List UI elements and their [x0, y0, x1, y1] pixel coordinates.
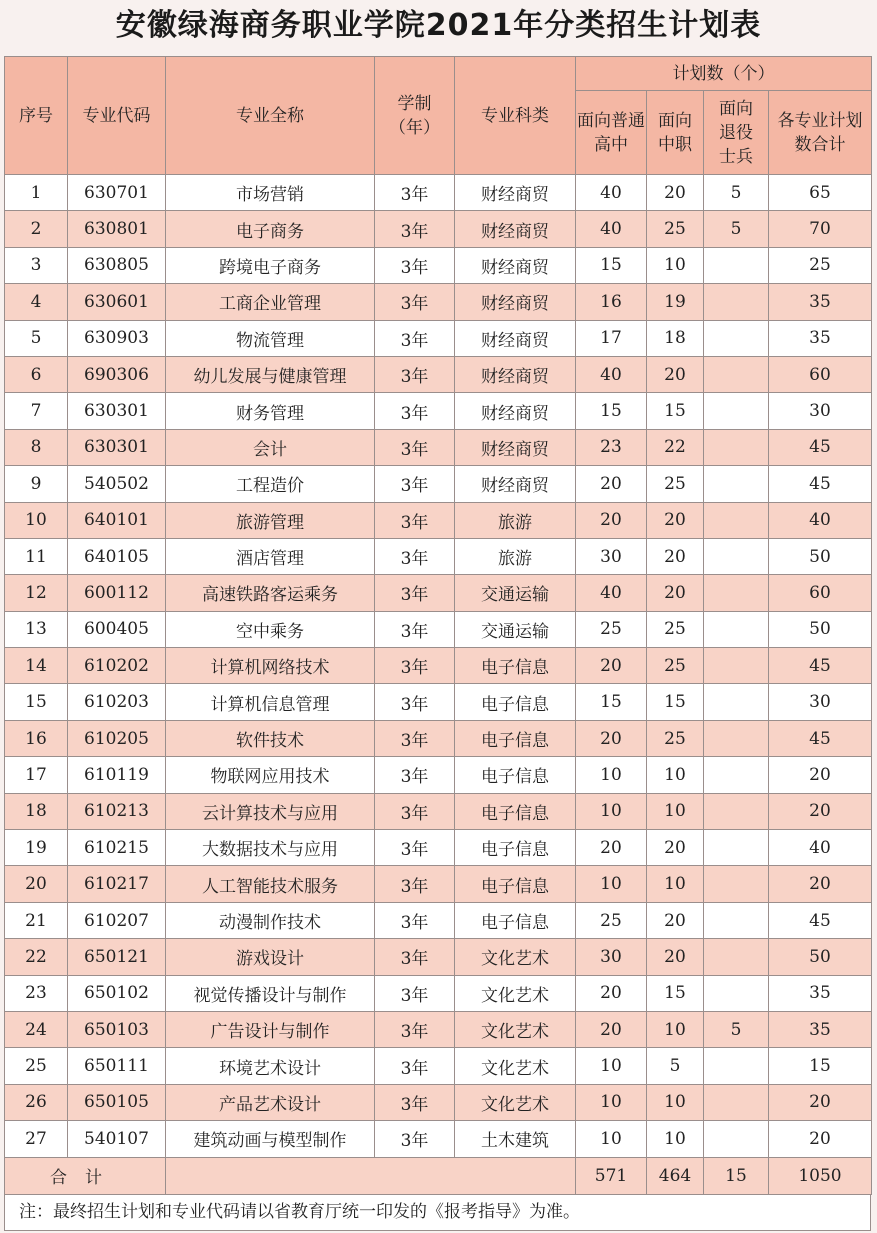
cell-name: 计算机信息管理 [166, 684, 375, 720]
header-veterans-text: 面向退役士兵 [719, 98, 753, 167]
cell-duration: 3年 [375, 1048, 455, 1084]
cell-high-school: 23 [576, 429, 647, 465]
cell-total: 15 [769, 1048, 872, 1084]
cell-vocational: 20 [647, 538, 704, 574]
cell-name: 环境艺术设计 [166, 1048, 375, 1084]
cell-duration: 3年 [375, 939, 455, 975]
table-row [5, 393, 872, 429]
cell-total: 35 [769, 320, 872, 356]
cell-code: 600405 [68, 611, 166, 647]
cell-vocational: 5 [647, 1048, 704, 1084]
totals-label [5, 1157, 166, 1194]
cell-name: 旅游管理 [166, 502, 375, 538]
header-seq: 序号 [5, 57, 68, 175]
table-row [5, 720, 872, 756]
cell-seq: 9 [5, 466, 68, 502]
cell-category: 文化艺术 [455, 1084, 576, 1120]
cell-veterans: 5 [704, 1011, 769, 1047]
cell-name: 动漫制作技术 [166, 902, 375, 938]
cell-seq: 16 [5, 720, 68, 756]
cell-category: 财经商贸 [455, 175, 576, 211]
cell-category: 电子信息 [455, 902, 576, 938]
cell-name: 物流管理 [166, 320, 375, 356]
cell-category: 交通运输 [455, 575, 576, 611]
cell-vocational: 15 [647, 393, 704, 429]
cell-code: 630801 [68, 211, 166, 247]
cell-name: 视觉传播设计与制作 [166, 975, 375, 1011]
header-category: 专业科类 [455, 57, 576, 175]
cell-name: 产品艺术设计 [166, 1084, 375, 1120]
table-row [5, 284, 872, 320]
cell-vocational: 10 [647, 866, 704, 902]
cell-code: 640101 [68, 502, 166, 538]
cell-code: 610207 [68, 902, 166, 938]
cell-duration: 3年 [375, 1084, 455, 1120]
cell-duration: 3年 [375, 356, 455, 392]
cell-vocational: 18 [647, 320, 704, 356]
header-vocational [647, 91, 704, 175]
cell-veterans [704, 866, 769, 902]
cell-seq: 25 [5, 1048, 68, 1084]
cell-code: 610202 [68, 648, 166, 684]
cell-category: 电子信息 [455, 830, 576, 866]
cell-name: 物联网应用技术 [166, 757, 375, 793]
cell-high-school: 20 [576, 830, 647, 866]
footnote [4, 1194, 871, 1231]
cell-category: 文化艺术 [455, 975, 576, 1011]
cell-seq: 13 [5, 611, 68, 647]
cell-name: 软件技术 [166, 720, 375, 756]
cell-vocational: 15 [647, 975, 704, 1011]
cell-seq: 24 [5, 1011, 68, 1047]
cell-category: 文化艺术 [455, 939, 576, 975]
table-row [5, 211, 872, 247]
cell-duration: 3年 [375, 648, 455, 684]
table-row [5, 830, 872, 866]
cell-code: 630601 [68, 284, 166, 320]
cell-veterans: 5 [704, 175, 769, 211]
cell-high-school: 20 [576, 720, 647, 756]
cell-code: 630701 [68, 175, 166, 211]
cell-veterans [704, 1084, 769, 1120]
cell-duration: 3年 [375, 830, 455, 866]
cell-name: 幼儿发展与健康管理 [166, 356, 375, 392]
cell-vocational: 10 [647, 757, 704, 793]
cell-seq: 27 [5, 1121, 68, 1157]
cell-seq: 4 [5, 284, 68, 320]
cell-category: 交通运输 [455, 611, 576, 647]
cell-total: 35 [769, 1011, 872, 1047]
cell-name: 人工智能技术服务 [166, 866, 375, 902]
cell-code: 630805 [68, 247, 166, 283]
cell-category: 财经商贸 [455, 466, 576, 502]
cell-seq: 15 [5, 684, 68, 720]
totals-vocational: 464 [647, 1157, 704, 1194]
cell-vocational: 20 [647, 902, 704, 938]
cell-code: 610203 [68, 684, 166, 720]
cell-duration: 3年 [375, 975, 455, 1011]
cell-veterans [704, 757, 769, 793]
cell-category: 旅游 [455, 502, 576, 538]
cell-veterans [704, 939, 769, 975]
cell-veterans [704, 575, 769, 611]
cell-name: 计算机网络技术 [166, 648, 375, 684]
cell-name: 电子商务 [166, 211, 375, 247]
cell-vocational: 20 [647, 356, 704, 392]
cell-seq: 17 [5, 757, 68, 793]
page-title: 安徽绿海商务职业学院2021年分类招生计划表 [115, 8, 762, 43]
cell-vocational: 10 [647, 1084, 704, 1120]
cell-veterans [704, 466, 769, 502]
totals-blank-cell [166, 1157, 576, 1194]
cell-category: 电子信息 [455, 720, 576, 756]
cell-category: 电子信息 [455, 866, 576, 902]
cell-seq: 11 [5, 538, 68, 574]
cell-category: 财经商贸 [455, 320, 576, 356]
cell-code: 600112 [68, 575, 166, 611]
header-total-text: 各专业计划数合计 [777, 110, 863, 155]
cell-total: 25 [769, 247, 872, 283]
cell-code: 640105 [68, 538, 166, 574]
table-row [5, 320, 872, 356]
cell-total: 60 [769, 356, 872, 392]
table-row [5, 538, 872, 574]
cell-vocational: 25 [647, 648, 704, 684]
cell-high-school: 10 [576, 757, 647, 793]
cell-total: 50 [769, 939, 872, 975]
cell-category: 电子信息 [455, 684, 576, 720]
cell-code: 540107 [68, 1121, 166, 1157]
cell-duration: 3年 [375, 1121, 455, 1157]
cell-duration: 3年 [375, 502, 455, 538]
cell-high-school: 10 [576, 866, 647, 902]
cell-total: 65 [769, 175, 872, 211]
cell-code: 610213 [68, 793, 166, 829]
cell-high-school: 20 [576, 648, 647, 684]
cell-high-school: 15 [576, 247, 647, 283]
cell-category: 电子信息 [455, 648, 576, 684]
cell-code: 610217 [68, 866, 166, 902]
cell-total: 30 [769, 393, 872, 429]
cell-high-school: 30 [576, 939, 647, 975]
cell-seq: 6 [5, 356, 68, 392]
cell-name: 空中乘务 [166, 611, 375, 647]
cell-total: 20 [769, 1084, 872, 1120]
cell-code: 610215 [68, 830, 166, 866]
cell-vocational: 15 [647, 684, 704, 720]
totals-veterans: 15 [704, 1157, 769, 1194]
cell-high-school: 15 [576, 684, 647, 720]
header-duration-text: 学制（年） [388, 93, 440, 138]
cell-high-school: 10 [576, 1121, 647, 1157]
cell-total: 35 [769, 975, 872, 1011]
totals-total: 1050 [769, 1157, 872, 1194]
totals-label-text: 合计 [50, 1168, 120, 1189]
table-row [5, 866, 872, 902]
header-name: 专业全称 [166, 57, 375, 175]
cell-high-school: 40 [576, 211, 647, 247]
cell-veterans [704, 284, 769, 320]
header-veterans [704, 91, 769, 175]
cell-name: 大数据技术与应用 [166, 830, 375, 866]
cell-total: 60 [769, 575, 872, 611]
cell-vocational: 10 [647, 247, 704, 283]
cell-code: 630301 [68, 393, 166, 429]
cell-veterans [704, 1121, 769, 1157]
cell-code: 630301 [68, 429, 166, 465]
cell-seq: 10 [5, 502, 68, 538]
cell-seq: 8 [5, 429, 68, 465]
cell-veterans [704, 356, 769, 392]
cell-duration: 3年 [375, 175, 455, 211]
cell-duration: 3年 [375, 284, 455, 320]
cell-category: 文化艺术 [455, 1048, 576, 1084]
cell-name: 跨境电子商务 [166, 247, 375, 283]
cell-vocational: 25 [647, 720, 704, 756]
cell-high-school: 40 [576, 175, 647, 211]
cell-vocational: 25 [647, 466, 704, 502]
cell-duration: 3年 [375, 720, 455, 756]
cell-name: 会计 [166, 429, 375, 465]
cell-code: 650121 [68, 939, 166, 975]
cell-high-school: 25 [576, 611, 647, 647]
cell-veterans [704, 902, 769, 938]
cell-name: 酒店管理 [166, 538, 375, 574]
cell-duration: 3年 [375, 320, 455, 356]
cell-total: 45 [769, 466, 872, 502]
cell-code: 650105 [68, 1084, 166, 1120]
table-row [5, 1084, 872, 1120]
cell-high-school: 40 [576, 575, 647, 611]
cell-duration: 3年 [375, 684, 455, 720]
table-body [5, 175, 872, 1158]
cell-vocational: 20 [647, 175, 704, 211]
cell-total: 40 [769, 502, 872, 538]
cell-high-school: 10 [576, 1084, 647, 1120]
cell-veterans [704, 793, 769, 829]
cell-high-school: 20 [576, 975, 647, 1011]
cell-vocational: 10 [647, 1121, 704, 1157]
cell-name: 广告设计与制作 [166, 1011, 375, 1047]
cell-veterans [704, 502, 769, 538]
table-row [5, 429, 872, 465]
cell-vocational: 20 [647, 502, 704, 538]
cell-high-school: 40 [576, 356, 647, 392]
cell-code: 650103 [68, 1011, 166, 1047]
cell-total: 50 [769, 538, 872, 574]
cell-veterans [704, 648, 769, 684]
cell-category: 文化艺术 [455, 1011, 576, 1047]
cell-veterans [704, 830, 769, 866]
table-row [5, 939, 872, 975]
cell-vocational: 19 [647, 284, 704, 320]
cell-seq: 21 [5, 902, 68, 938]
cell-name: 工商企业管理 [166, 284, 375, 320]
cell-name: 工程造价 [166, 466, 375, 502]
cell-veterans [704, 247, 769, 283]
cell-vocational: 25 [647, 211, 704, 247]
cell-seq: 23 [5, 975, 68, 1011]
cell-code: 630903 [68, 320, 166, 356]
cell-veterans [704, 1048, 769, 1084]
table-row [5, 356, 872, 392]
cell-seq: 1 [5, 175, 68, 211]
cell-name: 建筑动画与模型制作 [166, 1121, 375, 1157]
header-code: 专业代码 [68, 57, 166, 175]
cell-category: 土木建筑 [455, 1121, 576, 1157]
header-vocational-text: 面向中职 [658, 110, 692, 155]
table-row [5, 502, 872, 538]
cell-duration: 3年 [375, 538, 455, 574]
cell-vocational: 10 [647, 793, 704, 829]
cell-duration: 3年 [375, 429, 455, 465]
cell-duration: 3年 [375, 247, 455, 283]
cell-category: 财经商贸 [455, 429, 576, 465]
cell-name: 财务管理 [166, 393, 375, 429]
cell-category: 财经商贸 [455, 393, 576, 429]
cell-code: 610119 [68, 757, 166, 793]
cell-category: 财经商贸 [455, 356, 576, 392]
cell-code: 610205 [68, 720, 166, 756]
cell-code: 540502 [68, 466, 166, 502]
cell-duration: 3年 [375, 393, 455, 429]
cell-veterans [704, 320, 769, 356]
table-row [5, 1048, 872, 1084]
cell-high-school: 30 [576, 538, 647, 574]
cell-duration: 3年 [375, 611, 455, 647]
table-row [5, 247, 872, 283]
table-row [5, 466, 872, 502]
table-row [5, 793, 872, 829]
cell-veterans [704, 429, 769, 465]
cell-total: 20 [769, 757, 872, 793]
table-row [5, 757, 872, 793]
table-row [5, 975, 872, 1011]
cell-code: 650102 [68, 975, 166, 1011]
cell-total: 45 [769, 648, 872, 684]
cell-code: 690306 [68, 356, 166, 392]
cell-seq: 22 [5, 939, 68, 975]
cell-total: 30 [769, 684, 872, 720]
cell-veterans [704, 538, 769, 574]
cell-total: 40 [769, 830, 872, 866]
table-row [5, 175, 872, 211]
cell-seq: 14 [5, 648, 68, 684]
cell-duration: 3年 [375, 902, 455, 938]
cell-high-school: 20 [576, 1011, 647, 1047]
cell-veterans: 5 [704, 211, 769, 247]
cell-veterans [704, 720, 769, 756]
cell-veterans [704, 393, 769, 429]
cell-total: 35 [769, 284, 872, 320]
cell-high-school: 15 [576, 393, 647, 429]
cell-duration: 3年 [375, 793, 455, 829]
cell-seq: 19 [5, 830, 68, 866]
cell-duration: 3年 [375, 466, 455, 502]
cell-total: 20 [769, 793, 872, 829]
cell-seq: 26 [5, 1084, 68, 1120]
cell-total: 70 [769, 211, 872, 247]
cell-seq: 5 [5, 320, 68, 356]
table-row [5, 1011, 872, 1047]
cell-vocational: 22 [647, 429, 704, 465]
cell-duration: 3年 [375, 1011, 455, 1047]
cell-duration: 3年 [375, 757, 455, 793]
cell-total: 45 [769, 902, 872, 938]
cell-veterans [704, 975, 769, 1011]
cell-seq: 12 [5, 575, 68, 611]
cell-duration: 3年 [375, 866, 455, 902]
cell-category: 电子信息 [455, 793, 576, 829]
cell-vocational: 20 [647, 939, 704, 975]
table-row [5, 902, 872, 938]
cell-vocational: 20 [647, 575, 704, 611]
cell-seq: 3 [5, 247, 68, 283]
cell-seq: 7 [5, 393, 68, 429]
cell-name: 市场营销 [166, 175, 375, 211]
table-row [5, 575, 872, 611]
header-high-school-text: 面向普通高中 [577, 110, 645, 155]
cell-seq: 2 [5, 211, 68, 247]
cell-duration: 3年 [375, 575, 455, 611]
totals-high-school: 571 [576, 1157, 647, 1194]
table-row [5, 684, 872, 720]
cell-category: 财经商贸 [455, 211, 576, 247]
cell-high-school: 20 [576, 502, 647, 538]
cell-high-school: 20 [576, 466, 647, 502]
cell-name: 云计算技术与应用 [166, 793, 375, 829]
cell-veterans [704, 611, 769, 647]
cell-vocational: 20 [647, 830, 704, 866]
table-row [5, 648, 872, 684]
cell-total: 45 [769, 720, 872, 756]
cell-category: 财经商贸 [455, 247, 576, 283]
footnote-text: 注：最终招生计划和专业代码请以省教育厅统一印发的《报考指导》为准。 [19, 1202, 580, 1222]
cell-veterans [704, 684, 769, 720]
header-plan-group: 计划数（个） [576, 57, 872, 91]
cell-code: 650111 [68, 1048, 166, 1084]
header-total [769, 91, 872, 175]
cell-high-school: 17 [576, 320, 647, 356]
enrollment-plan-table [4, 56, 872, 1195]
cell-vocational: 25 [647, 611, 704, 647]
header-high-school [576, 91, 647, 175]
cell-category: 旅游 [455, 538, 576, 574]
cell-name: 游戏设计 [166, 939, 375, 975]
totals-row [5, 1157, 872, 1194]
cell-high-school: 25 [576, 902, 647, 938]
cell-seq: 20 [5, 866, 68, 902]
cell-high-school: 16 [576, 284, 647, 320]
cell-category: 电子信息 [455, 757, 576, 793]
cell-duration: 3年 [375, 211, 455, 247]
table-row [5, 1121, 872, 1157]
cell-high-school: 10 [576, 793, 647, 829]
cell-total: 45 [769, 429, 872, 465]
cell-vocational: 10 [647, 1011, 704, 1047]
table-row [5, 611, 872, 647]
cell-category: 财经商贸 [455, 284, 576, 320]
cell-name: 高速铁路客运乘务 [166, 575, 375, 611]
cell-high-school: 10 [576, 1048, 647, 1084]
cell-total: 20 [769, 1121, 872, 1157]
cell-seq: 18 [5, 793, 68, 829]
cell-total: 20 [769, 866, 872, 902]
cell-total: 50 [769, 611, 872, 647]
header-duration [375, 57, 455, 175]
